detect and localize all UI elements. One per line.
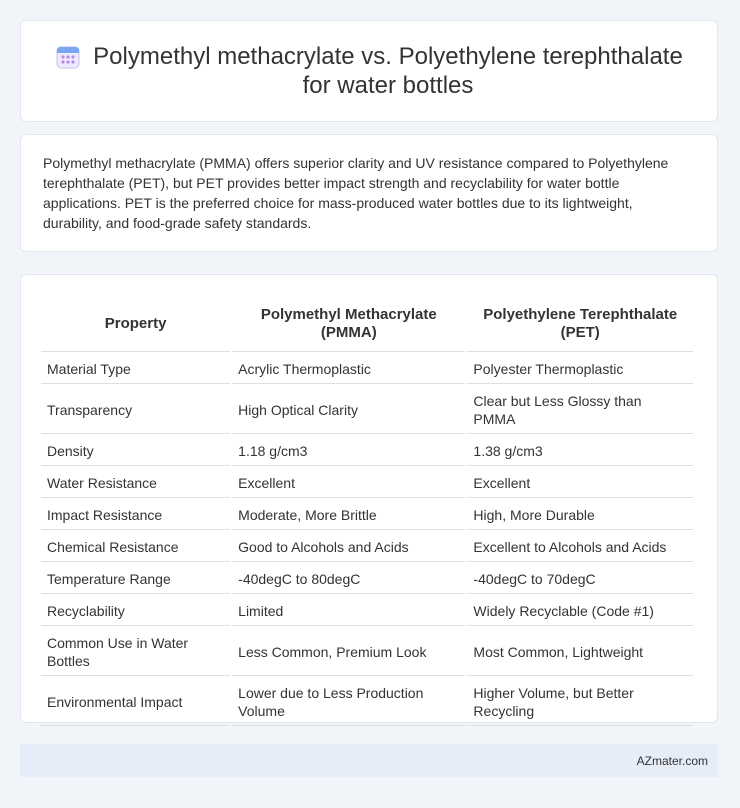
footer-brand-link[interactable]: AZmater.com	[636, 753, 708, 768]
pet-cell: Excellent	[467, 468, 693, 498]
title-wrap	[55, 42, 683, 100]
page-title: Polymethyl methacrylate vs. Polyethylene terephthalate for water bottles	[93, 43, 683, 99]
property-cell: Temperature Range	[41, 564, 230, 594]
table-row	[41, 468, 693, 498]
property-cell: Transparency	[41, 386, 230, 434]
pmma-cell: Less Common, Premium Look	[232, 628, 465, 676]
comparison-table	[39, 295, 695, 728]
table-row	[41, 500, 693, 530]
table-row	[41, 354, 693, 384]
table-row	[41, 678, 693, 726]
pmma-cell: Lower due to Less Production Volume	[232, 678, 465, 726]
table-row	[41, 386, 693, 434]
table-row	[41, 628, 693, 676]
property-cell: Common Use in Water Bottles	[41, 628, 230, 676]
property-cell: Chemical Resistance	[41, 532, 230, 562]
pmma-cell: -40degC to 80degC	[232, 564, 465, 594]
table-row	[41, 532, 693, 562]
table-row	[41, 436, 693, 466]
property-cell: Material Type	[41, 354, 230, 384]
pmma-cell: Moderate, More Brittle	[232, 500, 465, 530]
pet-cell: 1.38 g/cm3	[467, 436, 693, 466]
pmma-cell: High Optical Clarity	[232, 386, 465, 434]
property-cell: Recyclability	[41, 596, 230, 626]
property-cell: Density	[41, 436, 230, 466]
pmma-cell: Acrylic Thermoplastic	[232, 354, 465, 384]
property-cell: Impact Resistance	[41, 500, 230, 530]
pet-cell: Widely Recyclable (Code #1)	[467, 596, 693, 626]
column-header-pet: Polyethylene Terephthalate (PET)	[467, 297, 693, 352]
pet-cell: Higher Volume, but Better Recycling	[467, 678, 693, 726]
pmma-cell: 1.18 g/cm3	[232, 436, 465, 466]
pet-cell: -40degC to 70degC	[467, 564, 693, 594]
pet-cell: High, More Durable	[467, 500, 693, 530]
footer-bar	[20, 744, 718, 777]
pmma-cell: Limited	[232, 596, 465, 626]
table-row	[41, 564, 693, 594]
intro-card	[20, 134, 718, 252]
table-row	[41, 596, 693, 626]
pmma-cell: Good to Alcohols and Acids	[232, 532, 465, 562]
property-cell: Water Resistance	[41, 468, 230, 498]
pet-cell: Polyester Thermoplastic	[467, 354, 693, 384]
pet-cell: Excellent to Alcohols and Acids	[467, 532, 693, 562]
intro-paragraph: Polymethyl methacrylate (PMMA) offers superior clarity and UV resistance compared to Polyethylene terephthalate (PET), but PET provides better impact strength and recyclability for water bottle applications. PET is the preferred choice for mass-produced water bottles due to its lightweight, durability, and food-grade safety standards.	[43, 155, 669, 231]
calendar-grid-icon	[55, 44, 81, 70]
title-card	[20, 20, 718, 122]
table-card	[20, 274, 718, 723]
pet-cell: Clear but Less Glossy than PMMA	[467, 386, 693, 434]
column-header-pmma: Polymethyl Methacrylate (PMMA)	[232, 297, 465, 352]
pmma-cell: Excellent	[232, 468, 465, 498]
column-header-property: Property	[41, 297, 230, 352]
table-header-row	[41, 297, 693, 352]
property-cell: Environmental Impact	[41, 678, 230, 726]
pet-cell: Most Common, Lightweight	[467, 628, 693, 676]
